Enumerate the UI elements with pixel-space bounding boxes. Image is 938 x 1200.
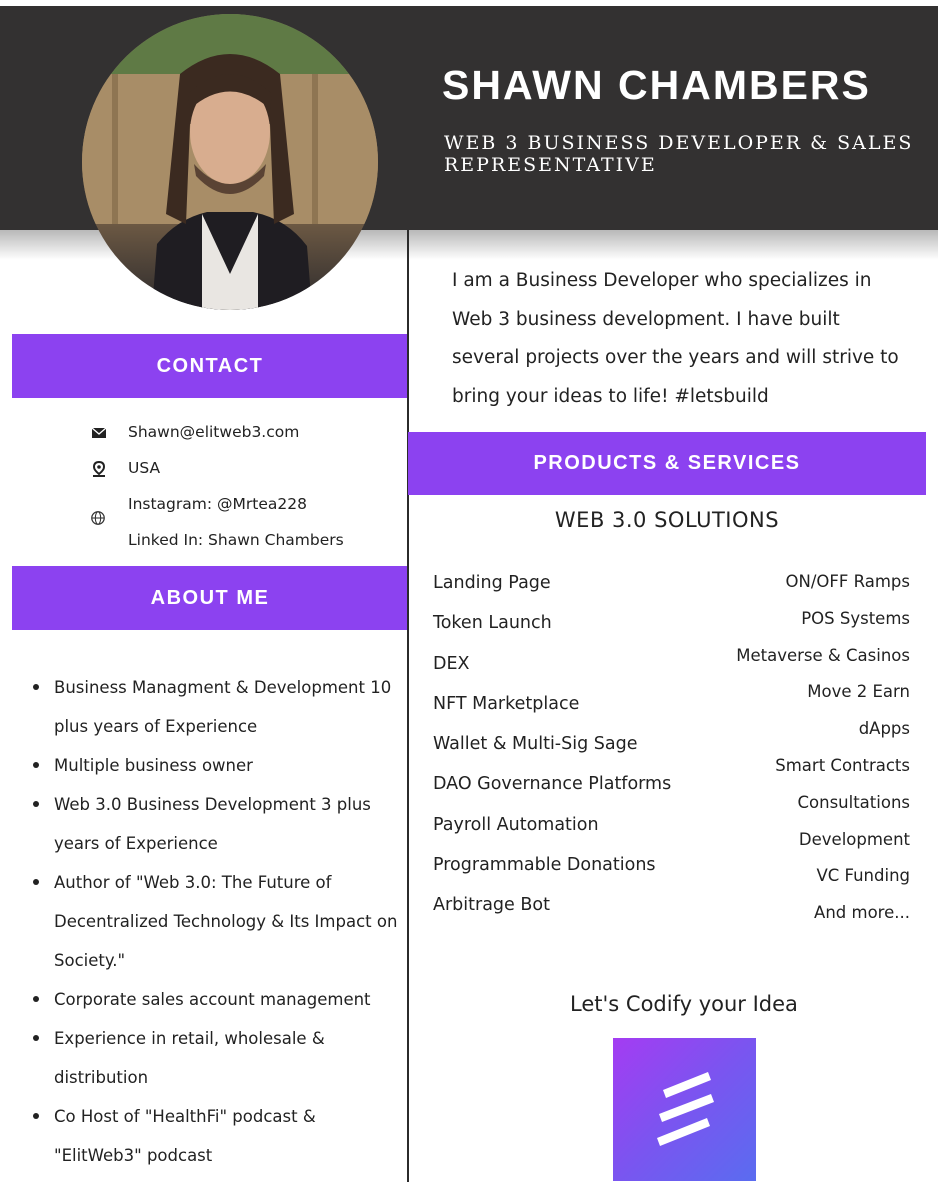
linkedin-text: Linked In: Shawn Chambers — [128, 531, 344, 549]
list-item: Smart Contracts — [775, 755, 910, 775]
list-item: Experience in retail, wholesale & distribution — [24, 1019, 404, 1097]
globe-icon — [90, 510, 106, 526]
solutions-subheading: WEB 3.0 SOLUTIONS — [554, 508, 780, 532]
services-list-left — [433, 563, 713, 926]
list-item: DEX — [433, 653, 470, 674]
tagline: Let's Codify your Idea — [570, 992, 798, 1016]
list-item: Landing Page — [433, 573, 551, 593]
list-item: Programmable Donations — [433, 855, 656, 876]
services-list-right — [700, 564, 910, 932]
list-item: Arbitrage Bot — [433, 895, 550, 916]
location-text: USA — [128, 459, 161, 477]
contact-heading: CONTACT — [12, 334, 408, 398]
list-item: Move 2 Earn — [807, 682, 910, 702]
list-item: Wallet & Multi-Sig Sage — [433, 734, 638, 755]
profile-photo — [82, 14, 378, 310]
list-item: Consultations — [797, 792, 910, 812]
envelope-icon — [90, 425, 108, 441]
list-item: Web 3.0 Business Development 3 plus years of Experience — [24, 785, 404, 863]
column-divider — [407, 230, 409, 1182]
list-item: Payroll Automation — [433, 814, 599, 835]
list-item: DAO Governance Platforms — [433, 774, 672, 795]
list-item: Corporate sales account management — [24, 980, 404, 1019]
instagram-text: Instagram: @Mrtea228 — [128, 495, 307, 513]
role-subtitle: WEB 3 BUSINESS DEVELOPER & SALES REPRESENTATIVE — [444, 132, 914, 176]
about-list — [24, 668, 404, 1175]
list-item: And more... — [814, 903, 910, 923]
email-text: Shawn@elitweb3.com — [128, 423, 300, 441]
list-item: dApps — [858, 719, 910, 739]
location-pin-icon — [90, 461, 108, 477]
list-item: Development — [798, 829, 910, 849]
list-item: Multiple business owner — [24, 746, 404, 785]
list-item: VC Funding — [816, 866, 910, 886]
list-item: Metaverse & Casinos — [736, 645, 910, 665]
name-title: SHAWN CHAMBERS — [442, 62, 871, 108]
list-item: Token Launch — [433, 613, 552, 634]
list-item: POS Systems — [801, 608, 910, 628]
list-item: Author of "Web 3.0: The Future of Decentralized Technology & Its Impact on Society." — [24, 863, 404, 980]
list-item: Business Managment & Development 10 plus years of Experience — [24, 668, 404, 746]
list-item: NFT Marketplace — [433, 693, 580, 714]
services-heading: PRODUCTS & SERVICES — [408, 432, 926, 495]
list-item: Co Host of "HealthFi" podcast & "ElitWeb3" podcast — [24, 1097, 404, 1175]
list-item: ON/OFF Ramps — [785, 572, 910, 591]
codify-logo-icon — [613, 1038, 756, 1181]
intro-paragraph: I am a Business Developer who specializes in Web 3 business development. I have built several projects over the years and will strive to bring your ideas to life! #letsbuild — [452, 270, 899, 407]
about-heading: ABOUT ME — [12, 566, 408, 630]
